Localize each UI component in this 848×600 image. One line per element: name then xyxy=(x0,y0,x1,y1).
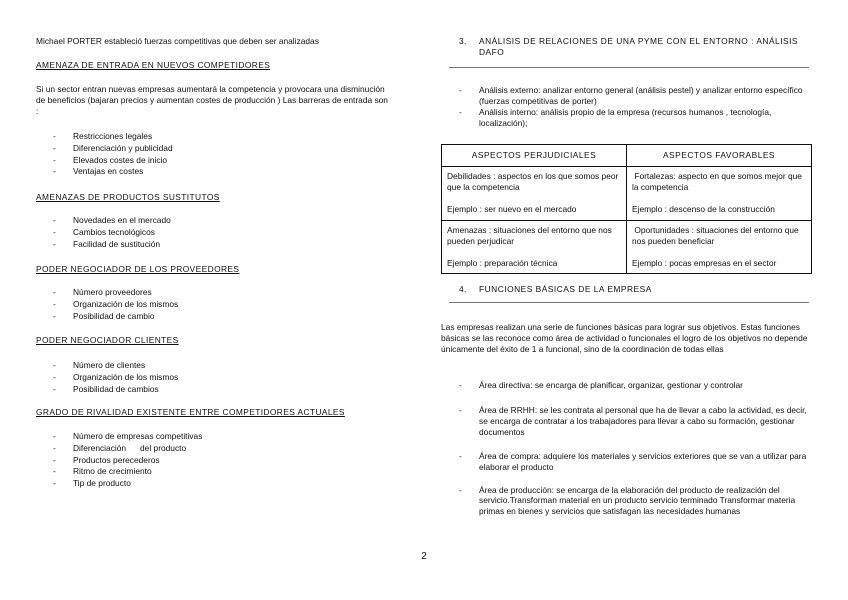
section-divider xyxy=(449,67,809,68)
cell-text: Oportunidades : situaciones del entorno que nos pueden beneficiar xyxy=(632,225,802,246)
section-4-title xyxy=(459,284,799,295)
table-cell xyxy=(442,167,627,221)
funciones-intro: Las empresas realizan una serie de funciones básicas para lograr sus objetivos. Estas funciones básicas se las reconoce como área de actividad o funcionales el logro de los objetivos no depende únicamente del éxito de 1 a funcional, sino de la coordinación de todas ellas xyxy=(441,322,808,354)
list-item: - Análisis interno: análisis propio de la empresa (recursos humanos , tecnología, localización); xyxy=(459,107,809,129)
table-cell xyxy=(627,221,812,274)
list-item: - Análisis externo: analizar entorno general (análisis pestel) y analizar entorno específico (fuerzas competitivas de porter) xyxy=(459,85,809,107)
list-item: - Número proveedores xyxy=(53,287,178,299)
heading-nuevos-competidores: AMENAZA DE ENTRADA EN NUEVOS COMPETIDORES xyxy=(36,60,271,70)
list-rivalidad xyxy=(53,431,202,490)
section-number: 3. xyxy=(459,36,467,46)
list-barreras xyxy=(53,131,173,178)
dafo-table xyxy=(441,144,812,274)
list-item: - Organización de los mismos xyxy=(53,372,178,384)
table-cell xyxy=(442,221,627,274)
list-funciones xyxy=(459,380,811,517)
list-item: - Diferenciación y publicidad xyxy=(53,143,173,155)
list-analisis xyxy=(459,85,809,129)
table-header-row xyxy=(442,145,812,167)
list-item: - Restricciones legales xyxy=(53,131,173,143)
list-item: - Posibilidad de cambios xyxy=(53,384,178,396)
list-item: - Área directiva: se encarga de planificar, organizar, gestionar y controlar xyxy=(459,380,811,391)
list-item: - Ritmo de crecimiento xyxy=(53,466,202,478)
cell-example: Ejemplo : preparación técnica xyxy=(447,257,558,268)
section-number: 4. xyxy=(459,284,467,294)
list-sustitutos xyxy=(53,215,171,250)
page-number: 2 xyxy=(421,551,427,562)
list-item: - Facilidad de sustitución xyxy=(53,239,171,251)
left-column xyxy=(36,0,396,600)
list-item: - Posibilidad de cambio xyxy=(53,311,178,323)
list-item: - Elevados costes de inicio xyxy=(53,155,173,167)
heading-proveedores: PODER NEGOCIADOR DE LOS PROVEEDORES xyxy=(36,264,240,274)
list-item: - Área de compra: adquiere los materiales y servicios exteriores que se van a utilizar para elaborar el producto xyxy=(459,451,811,473)
section-3-title xyxy=(459,36,799,58)
list-item: - Cambios tecnológicos xyxy=(53,227,171,239)
list-item: - Ventajas en costes xyxy=(53,166,173,178)
list-item: - Número de clientes xyxy=(53,360,178,372)
cell-example: Ejemplo : descenso de la construcción xyxy=(632,203,775,214)
header-perjudiciales: ASPECTOS PERJUDICIALES xyxy=(442,145,627,167)
list-item: - Tip de producto xyxy=(53,478,202,490)
header-favorables: ASPECTOS FAVORABLES xyxy=(627,145,812,167)
list-item: - Novedades en el mercado xyxy=(53,215,171,227)
table-cell xyxy=(627,167,812,221)
list-item: - Área de RRHH: se les contrata al personal que ha de llevar a cabo la actividad, es decir, se encarga de contratar a los trabajadores para llevar a cabo su formación, gestionar documentos xyxy=(459,405,811,438)
cell-text: Amenazas : situaciones del entorno que nos pueden perjudicar xyxy=(447,225,612,246)
cell-example: Ejemplo : ser nuevo en el mercado xyxy=(447,203,577,214)
intro-text: Michael PORTER estableció fuerzas competitivas que deben ser analizadas xyxy=(36,36,319,46)
section-title-text: FUNCIONES BÁSICAS DE LA EMPRESA xyxy=(479,284,652,294)
list-item: - Área de producción: se encarga de la elaboración del producto de realización del servicio.Transforman material en un producto servicio terminado Transformar materia primas en bienes y servicios que satisfagan las necesidades humanas xyxy=(459,485,811,518)
list-clientes xyxy=(53,360,178,395)
list-item: - Organización de los mismos xyxy=(53,299,178,311)
right-column xyxy=(441,0,811,600)
heading-sustitutos: AMENAZAS DE PRODUCTOS SUSTITUTOS xyxy=(36,192,220,202)
table-row xyxy=(442,221,812,274)
section-title-text: ANÁLISIS DE RELACIONES DE UNA PYME CON EL ENTORNO : ANÁLISIS DAFO xyxy=(479,36,799,57)
heading-rivalidad: GRADO DE RIVALIDAD EXISTENTE ENTRE COMPETIDORES ACTUALES xyxy=(36,407,345,417)
list-item: - Productos perecederos xyxy=(53,455,202,467)
cell-text: Debilidades : aspectos en los que somos peor que la competencia xyxy=(447,171,619,192)
paragraph-barreras: Si un sector entran nuevas empresas aumentará la competencia y provocara una disminución de beneficios (bajaran precios y aumentan costes de producción ) Las barreras de entrada son : xyxy=(36,84,388,116)
list-proveedores xyxy=(53,287,178,322)
heading-clientes: PODER NEGOCIADOR CLIENTES xyxy=(36,335,179,345)
cell-text: Fortalezas: aspecto en que somos mejor que la competencia xyxy=(632,171,805,192)
cell-example: Ejemplo : pocas empresas en el sector xyxy=(632,257,777,268)
list-item: - Diferenciación del producto xyxy=(53,443,202,455)
table-row xyxy=(442,167,812,221)
list-item: - Número de empresas competitivas xyxy=(53,431,202,443)
section-divider xyxy=(449,302,809,303)
